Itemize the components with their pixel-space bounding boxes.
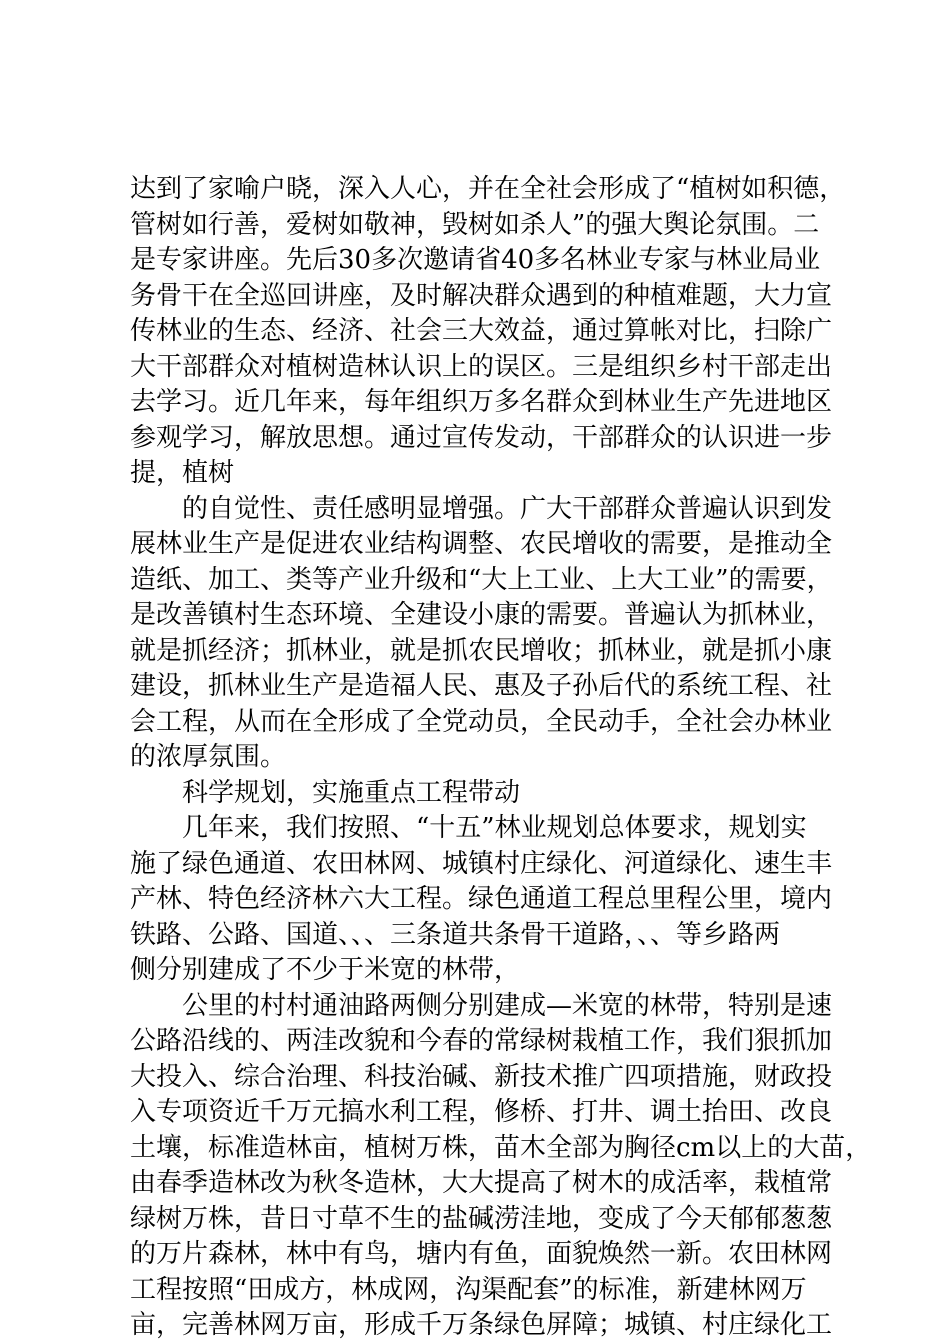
text-line: 是改善镇村生态环境、全建设小康的需要。普遍认为抓林业， (130, 600, 833, 630)
text-line: 大干部群众对植树造林认识上的误区。三是组织乡村干部走出 (130, 351, 833, 382)
text-line: 会工程，从而在全形成了全党动员，全民动手，全社会办林业 (130, 706, 833, 737)
text-line: 亩，完善林网万亩，形成千万条绿色屏障；城镇、村庄绿化工 (130, 1310, 833, 1340)
text-line: 去学习。近几年来，每年组织万多名群众到林业生产先进地区 (130, 387, 833, 417)
text-line: 建设，抓林业生产是造福人民、惠及子孙后代的系统工程、社 (130, 671, 833, 701)
text-line: 就是抓经济；抓林业，就是抓农民增收；抓林业，就是抓小康 (130, 635, 833, 666)
text-line: 公路沿线的、两洼改貌和今春的常绿树栽植工作，我们狠抓加 (130, 1026, 833, 1056)
text-line: 提，植树 (130, 458, 235, 488)
text-line: 是专家讲座。先后30多次邀请省40多名林业专家与林业局业 (130, 245, 821, 275)
text-line: 施了绿色通道、农田林网、城镇村庄绿化、河道绿化、速生丰 (130, 848, 833, 879)
text-line: 产林、特色经济林六大工程。绿色通道工程总里程公里，境内 (130, 884, 833, 914)
text-line: 传林业的生态、经济、社会三大效益，通过算帐对比，扫除广 (130, 316, 833, 346)
text-line: 工程按照“田成方，林成网，沟渠配套”的标准，新建林网万 (130, 1274, 807, 1305)
text-line: 展林业生产是促进农业结构调整、农民增收的需要，是推动全 (130, 529, 833, 559)
text-line: 入专项资近千万元搞水利工程，修桥、打井、调土抬田、改良 (130, 1097, 833, 1127)
text-line: 管树如行善，爱树如敬神，毁树如杀人”的强大舆论氛围。二 (130, 209, 820, 240)
text-line: 土壤，标准造林亩，植树万株，苗木全部为胸径cm以上的大苗， (130, 1132, 872, 1163)
text-line: 铁路、公路、国道、、、三条道共条骨干道路，、、等乡路两 (130, 919, 781, 950)
text-line: 由春季造林改为秋冬造林，大大提高了树木的成活率，栽植常 (130, 1168, 833, 1198)
text-line: 务骨干在全巡回讲座，及时解决群众遇到的种植难题，大力宣 (130, 280, 833, 311)
text-line: 科学规划，实施重点工程带动 (182, 777, 521, 808)
text-line: 的自觉性、责任感明显增强。广大干部群众普遍认识到发 (182, 493, 833, 524)
text-line: 达到了家喻户晓，深入人心，并在全社会形成了“植树如积德， (130, 174, 846, 204)
body-text (130, 172, 872, 1344)
text-line: 公里的村村通油路两侧分别建成—米宽的林带，特别是速 (182, 990, 833, 1021)
text-line: 造纸、加工、类等产业升级和“大上工业、上大工业”的需要， (130, 564, 833, 595)
text-line: 的万片森林，林中有鸟，塘内有鱼，面貌焕然一新。农田林网 (130, 1239, 833, 1269)
text-line: 的浓厚氛围。 (130, 742, 287, 772)
text-line: 参观学习，解放思想。通过宣传发动，干部群众的认识进一步 (130, 422, 833, 453)
text-line: 几年来，我们按照、“十五”林业规划总体要求，规划实 (182, 813, 807, 843)
text-line: 侧分别建成了不少于米宽的林带， (130, 955, 521, 985)
text-line: 绿树万株，昔日寸草不生的盐碱涝洼地，变成了今天郁郁葱葱 (130, 1203, 833, 1234)
text-line: 大投入、综合治理、科技治碱、新技术推广四项措施，财政投 (130, 1061, 833, 1092)
